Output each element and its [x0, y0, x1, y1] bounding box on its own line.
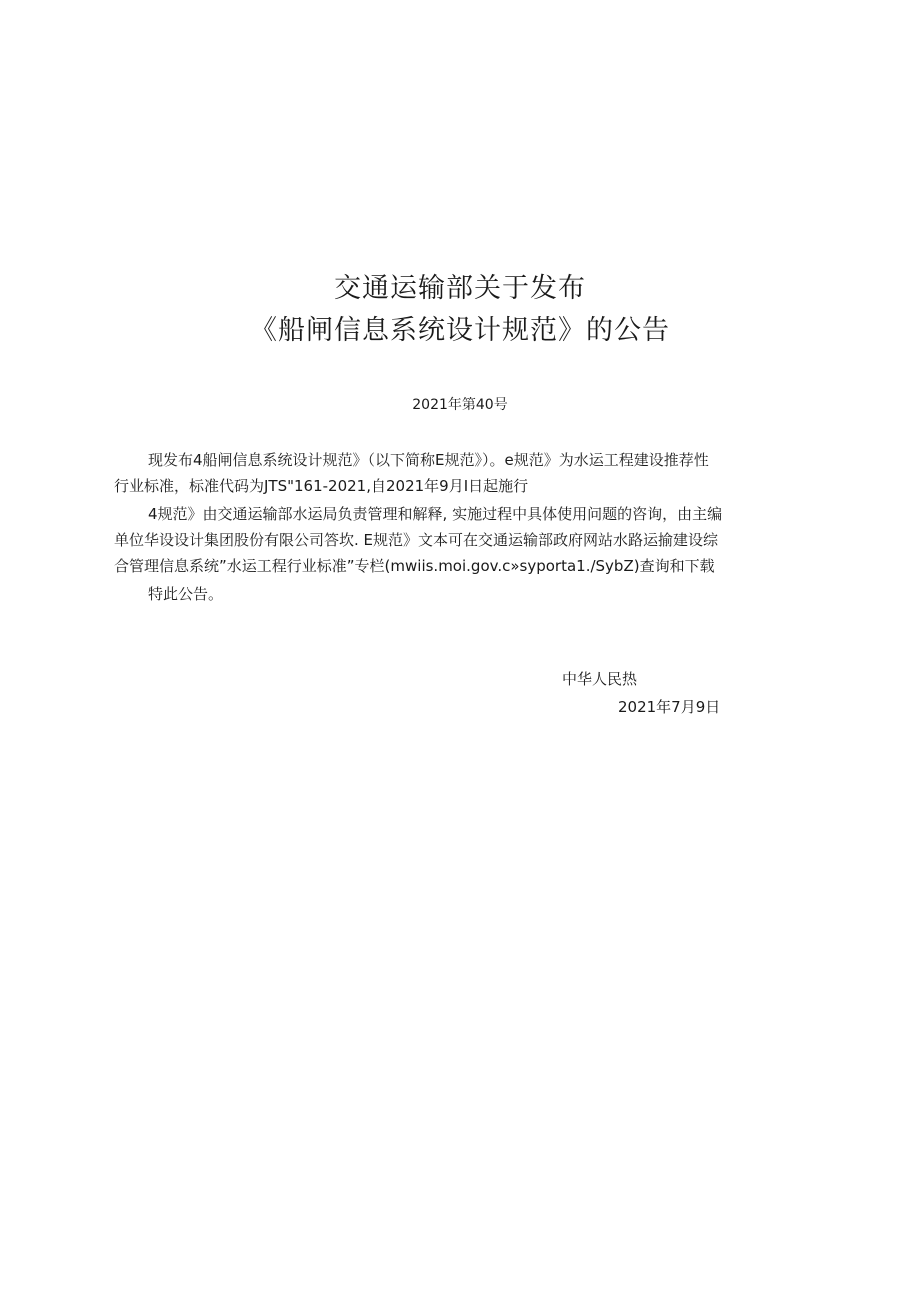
signature-organization: 中华人民热	[562, 670, 638, 688]
notice-title-line-2: 《船闸信息系统设计规范》的公告	[250, 315, 670, 346]
document-number: 2021年第40号	[412, 397, 508, 413]
paragraph-1-line-1: 现发布4船闸信息系统设计规范》（以下简称E规范》）。e规范》为水运工程建设推荐性	[148, 451, 709, 469]
paragraph-2-line-3: 合管理信息系统”水运工程行业标准”专栏(mwiis.moi.gov.c»syporta1./SybZ)查询和下载	[114, 557, 715, 575]
notice-title-line-1: 交通运输部关于发布	[334, 273, 586, 304]
paragraph-1-line-2: 行业标准，标准代码为JTS"161-2021,自2021年9月I日起施行	[114, 477, 529, 495]
paragraph-2-line-2: 单位华设设计集团股份有限公司答坎. E规范》文本可在交通运输部政府网站水路运揄建设综	[114, 531, 719, 549]
signature-date: 2021年7月9日	[618, 698, 721, 716]
closing-line: 特此公告。	[148, 585, 224, 603]
paragraph-2-line-1: 4规范》由交通运输部水运局负责管理和解释, 实施过程中具体使用问题的咨询，由主编	[148, 505, 723, 523]
